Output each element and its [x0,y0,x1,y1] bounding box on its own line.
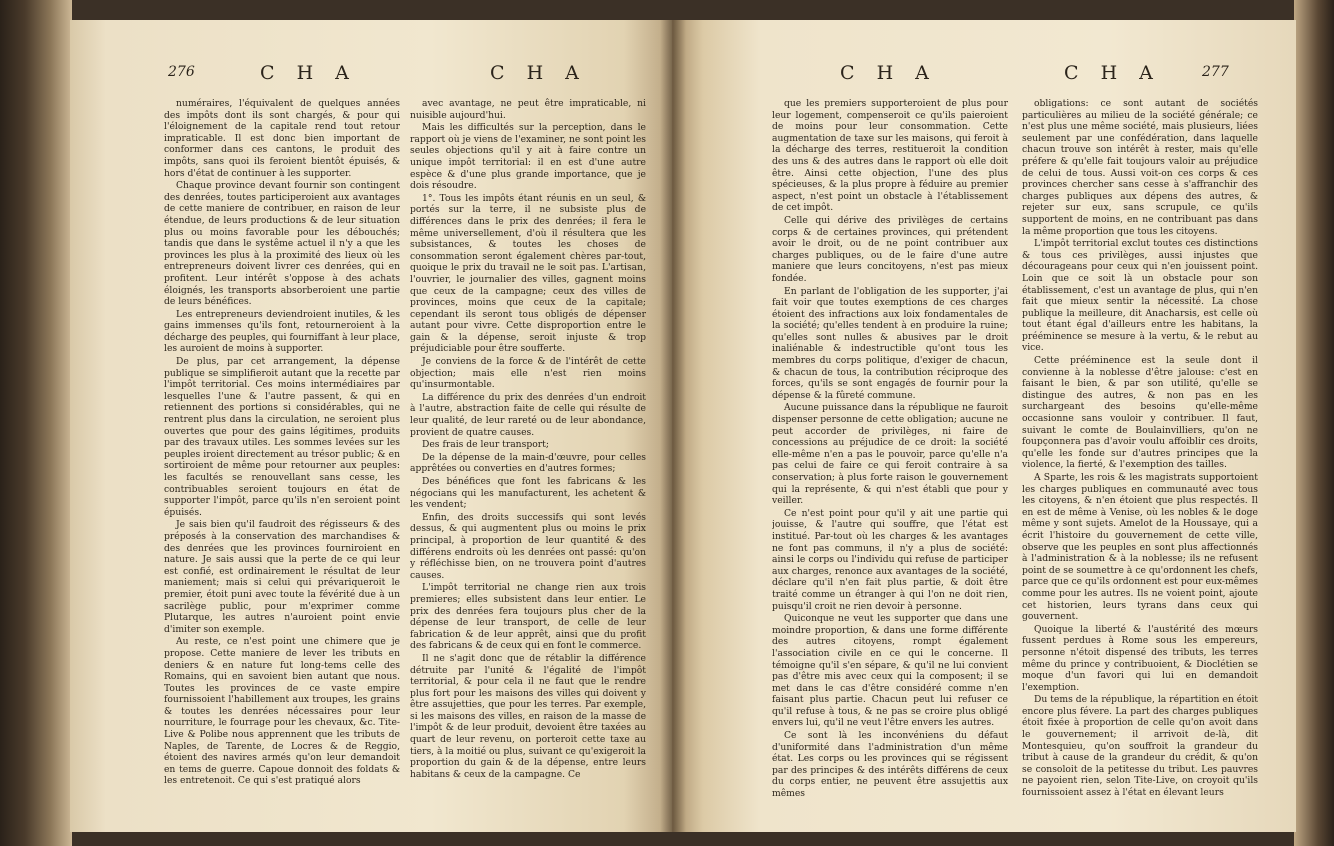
paragraph: Mais les difficultés sur la perception, dans le rapport où je viens de l'examiner, ne sont point les seules objections qu'il y ait à faire contre un unique impôt territorial: il en est d'une autre espèce & d'une plus grande importance, que je dois résoudre. [410,122,646,192]
text-column-1 [772,98,1008,832]
paragraph: obligations: ce sont autant de sociétés particulières au milieu de la société générale; ce n'est plus une même société, mais plusieurs, liées seulement par une confédération, dans laquelle chacun trouve son intérêt à rester, mais qu'elle préfere & qu'elle fait toujours valoir au préjudice de celui de tous. Aussi voit-on ces corps & ces provinces chercher sans cesse à s'affranchir des charges publiques aux dépens des autres, & rejeter sur eux, sans scrupule, ce qu'ils supportent de moins, en ne contribuant pas dans la même proportion que tous les citoyens. [1022,98,1258,237]
paragraph: Des bénéfices que font les fabricans & les négocians qui les manufacturent, les achetent & les vendent; [410,476,646,511]
book-edge-left [0,0,72,846]
paragraph: Ce n'est point pour qu'il y ait une partie qui jouisse, & l'autre qui souffre, que l'état est institué. Par-tout où les charges & les avantages ne font pas communs, il n'y a plus de société: ainsi le corps ou l'individu qui refuse de participer aux charges, renonce aux avantages de la société, déclare qu'il n'en fait plus partie, & doit être traité comme un étranger à qui l'on ne doit rien, puisqu'il croit ne rien devoir à personne. [772,507,1008,612]
running-head-left: C H A [840,62,937,84]
running-head-left: C H A [260,62,357,84]
running-head-right: C H A [490,62,587,84]
paragraph: avec avantage, ne peut être impraticable, ni nuisible aujourd'hui. [410,98,646,121]
paragraph: Chaque province devant fournir son contingent des denrées, toutes participeroient aux avantages de cette maniere de contribuer, en raison de leur étendue, de leurs productions & de leur situation plus ou moins favorable pour les débouchés; tandis que dans le systême actuel il n'y a que les provinces les plus à la proximité des lieux où les entrepreneurs doivent livrer ces denrées, qui en profitent. Leur intérêt s'oppose à des achats éloignés, les transports absorberoient une partie de leurs bénéfices. [164,180,400,308]
paragraph: A Sparte, les rois & les magistrats supportoient les charges publiques en communauté avec tous les citoyens, & n'en étoient que plus respectés. Il en est de même à Venise, où les nobles & le doge même y sont sujets. Amelot de la Houssaye, qui a écrit l'histoire du gouvernement de cette ville, observe que les peuples en sont plus affectionnés à l'administration & à la noblesse; ils ne refusent point de se soumettre à ce qu'ordonnent les chefs, parce que ce qu'ils ordonnent est pour eux-mêmes comme pour les autres. Ils ne voient point, ajoute cet historien, leurs tyrans dans ceux qui gouvernent. [1022,472,1258,623]
paragraph: Il ne s'agit donc que de rétablir la différence détruite par l'unité & l'égalité de l'impôt territorial, & pour cela il ne faut que le rendre plus fort pour les maisons des villes qui doivent y être assujetties, que pour les terres. Par exemple, si les maisons des villes, en raison de la masse de l'impôt & de leur produit, devoient être taxées au quart de leur revenu, on porteroit cette taxe au tiers, à la moitié ou plus, suivant ce qu'exigeroit la proportion du gain & de la dépense, entre leurs habitans & ceux de la campagne. Ce [410,652,646,780]
paragraph: La différence du prix des denrées d'un endroit à l'autre, abstraction faite de celle qui résulte de leur qualité, de leur rareté ou de leur abondance, provient de quatre causes. [410,391,646,438]
paragraph: Aucune puissance dans la république ne fauroit dispenser personne de cette obligation; aucune ne peut accorder de privilèges, ni faire de concessions au préjudice de ce droit: la société elle-même n'en a pas le pouvoir, parce qu'elle n'a pas celui de faire ce qui feroit contraire à sa conservation; à plus forte raison le gouvernement qui la représente, & qui n'est établi que pour y veiller. [772,402,1008,507]
page-number: 277 [1202,64,1229,80]
paragraph: Du tems de la république, la répartition en étoit encore plus févere. La part des charges publiques étoit fixée à proportion de celle qu'on avoit dans le gouvernement; il arrivoit de-là, dit Montesquieu, qu'on souffroit la grandeur du tribut à cause de la grandeur du crédit, & qu'on se consoloit de la petitesse du tribut. Les pauvres ne payoient rien, selon Tite-Live, on croyoit qu'ils fournissoient assez à l'état en élevant leurs [1022,694,1258,799]
text-column-1 [164,98,400,832]
right-page [672,20,1296,832]
paragraph: Je conviens de la force & de l'intérêt de cette objection; mais elle n'est rien moins qu'insurmontable. [410,356,646,391]
book-edge-right [1294,0,1334,846]
page-number: 276 [168,64,195,80]
paragraph: Quoique la liberté & l'austérité des mœurs fussent perdues à Rome sous les empereurs, personne n'étoit dispensé des tributs, les terres même du prince y contribuoient, & Dioclétien se moque d'un favori qui lui en demandoit l'exemption. [1022,623,1258,693]
paragraph: De plus, par cet arrangement, la dépense publique se simplifieroit autant que la recette par l'impôt territorial. Ces moins intermédiaires par lesquelles l'une & l'autre passent, & qui en retiennent des portions si considérables, qui ne rentrent plus dans la circulation, ne seroient plus ouvertes que pour des gains légitimes, produits par des travaux utiles. Les sommes levées sur les peuples iroient directement au trésor public; & en sortiroient de même pour retourner aux peuples: les facultés se renouvellant sans cesse, les contribuables seroient toujours en état de supporter l'impôt, parce qu'ils n'en seroient point épuisés. [164,356,400,518]
book-gutter [660,20,686,832]
paragraph: numéraires, l'équivalent de quelques années des impôts dont ils sont chargés, & pour qui l'éloignement de la capitale rend tout retour impraticable. Il est donc bien important de conformer dans ces cantons, le produit des impôts, sans quoi ils feroient bientôt épuisés, & hors d'état de continuer à les supporter. [164,98,400,179]
paragraph: Celle qui dérive des privilèges de certains corps & de certaines provinces, qui prétendent avoir le droit, ou de ne point contribuer aux charges publiques, ou de le faire d'une autre maniere que leurs concitoyens, n'est pas mieux fondée. [772,214,1008,284]
paragraph: Cette prééminence est la seule dont il convienne à la noblesse d'être jalouse: c'est en faisant le bien, & par son utilité, qu'elle se distingue des autres, & non pas en les surchargeant des besoins qu'elle-même occasionne sans vouloir y contribuer. Il faut, suivant le comte de Boulainvilliers, qu'on ne foupçonnera pas d'avoir voulu affoiblir ces droits, qu'elle les fonde sur d'autres principes que la violence, la fierté, & l'exemption des tailles. [1022,355,1258,471]
paragraph: L'impôt territorial exclut toutes ces distinctions & tous ces privilèges, aussi injustes que décourageans pour ceux qui n'en jouissent point. Loin que ce soit là un obstacle pour son établissement, c'est un avantage de plus, qui n'en fait que mieux sentir la nécessité. La chose publique la meilleure, dit Anacharsis, est celle où tout étant égal d'ailleurs entre les habitans, la prééminence se mesure à la vertu, & le rebut au vice. [1022,238,1258,354]
paragraph: Ce sont là les inconvéniens du défaut d'uniformité dans l'administration d'un même état. Les corps ou les provinces qui se régissent par des principes & des intérêts différens de ceux du corps entier, ne peuvent être assujettis aux mêmes [772,730,1008,800]
paragraph: Les entrepreneurs deviendroient inutiles, & les gains immenses qu'ils font, retourneroient à la décharge des peuples, qui fourniffant à leur place, les auroient de moins à supporter. [164,308,400,355]
paragraph: L'impôt territorial ne change rien aux trois premieres; elles subsistent dans leur entier. Le prix des denrées fera toujours plus cher de la dépense de leur transport, de celle de leur fabrication & de leur apprêt, ainsi que du profit des fabricans & de ceux qui en font le commerce. [410,582,646,652]
paragraph: Au reste, ce n'est point une chimere que je propose. Cette maniere de lever les tributs en deniers & en nature fut long-tems celle des Romains, qui en savoient bien autant que nous. Toutes les provinces de ce vaste empire fournissoient l'habillement aux troupes, les grains & toutes les denrées nécessaires pour leur nourriture, le fourrage pour les chevaux, &c. Tite-Live & Polibe nous apprennent que les tributs de Naples, de Tarente, de Locres & de Reggio, étoient des navires armés qu'on leur demandoit en tems de guerre. Capoue donnoit des foldats & les entretenoit. Ce qui s'est pratiqué alors [164,636,400,787]
paragraph: Je sais bien qu'il faudroit des régisseurs & des préposés à la conservation des marchandises & des denrées que les provinces fourniroient en nature. Je sais aussi que la perte de ce qui leur est confié, est ordinairement le résultat de leur maniement; mais si celui qui prévariqueroit le premier, étoit puni avec toute la févérité due à un sacrilège public, pour m'exprimer comme Plutarque, les autres n'auroient point envie d'imiter son exemple. [164,519,400,635]
text-column-2 [1022,98,1258,832]
paragraph: que les premiers supporteroient de plus pour leur logement, compenseroit ce qu'ils paieroient de moins pour leur consommation. Cette augmentation de taxe sur les maisons, qui feroit à la décharge des terres, restitueroit la condition des uns & des autres dans le rapport où elle doit être. Ainsi cette objection, l'une des plus spécieuses, & la plus propre à féduire au premier aspect, n'est point un obstacle à l'établissement de cet impôt. [772,98,1008,214]
paragraph: Quiconque ne veut les supporter que dans une moindre proportion, & dans une forme différente des autres citoyens, rompt également l'association civile en ce qui le concerne. Il témoigne qu'il s'en sépare, & qu'il ne lui convient pas d'être mis avec ceux qui la composent; il se met dans le cas d'être considéré comme n'en faisant plus partie. Chacun peut lui refuser ce qu'il refuse à tous, & ne pas se croire plus obligé envers lui, qu'il ne veut l'être envers les autres. [772,613,1008,729]
text-column-2 [410,98,646,832]
left-page [70,20,672,832]
running-head-right: C H A [1064,62,1161,84]
paragraph: Enfin, des droits successifs qui sont levés dessus, & qui augmentent plus ou moins le prix principal, à proportion de leur quantité & des différens endroits où les denrées ont passé: qu'on y réfléchisse bien, on ne trouvera point d'autres causes. [410,511,646,581]
paragraph: Des frais de leur transport; [422,439,549,451]
paragraph: En parlant de l'obligation de les supporter, j'ai fait voir que toutes exemptions de ces charges étoient des infractions aux loix fondamentales de la société; qu'elles tendent à en produire la ruine; qu'elles sont nulles & abusives par le droit inaliénable & indestructible qu'ont tous les membres du corps politique, d'exiger de chacun, & chacun de tous, la contribution réciproque des forces, qu'ils se sont engagés de fournir pour la dépense & la fûreté commune. [772,285,1008,401]
paragraph: 1°. Tous les impôts étant réunis en un seul, & portés sur la terre, il ne subsiste plus de différences dans le prix des denrées; il fera le même universellement, d'où il résultera que les subsistances, & toutes les choses de consommation seront également chères par-tout, quoique le prix du travail ne le soit pas. L'artisan, l'ouvrier, le journalier des villes, gagnent moins que ceux de la campagne; ceux des villes de provinces, moins que ceux de la capitale; cependant ils seront tous obligés de dépenser autant pour vivre. Cette disproportion entre le gain & la dépense, seroit injuste & trop préjudiciable pour être soufferte. [410,192,646,355]
paragraph: De la dépense de la main-d'œuvre, pour celles apprêtées ou converties en d'autres formes; [410,451,646,475]
